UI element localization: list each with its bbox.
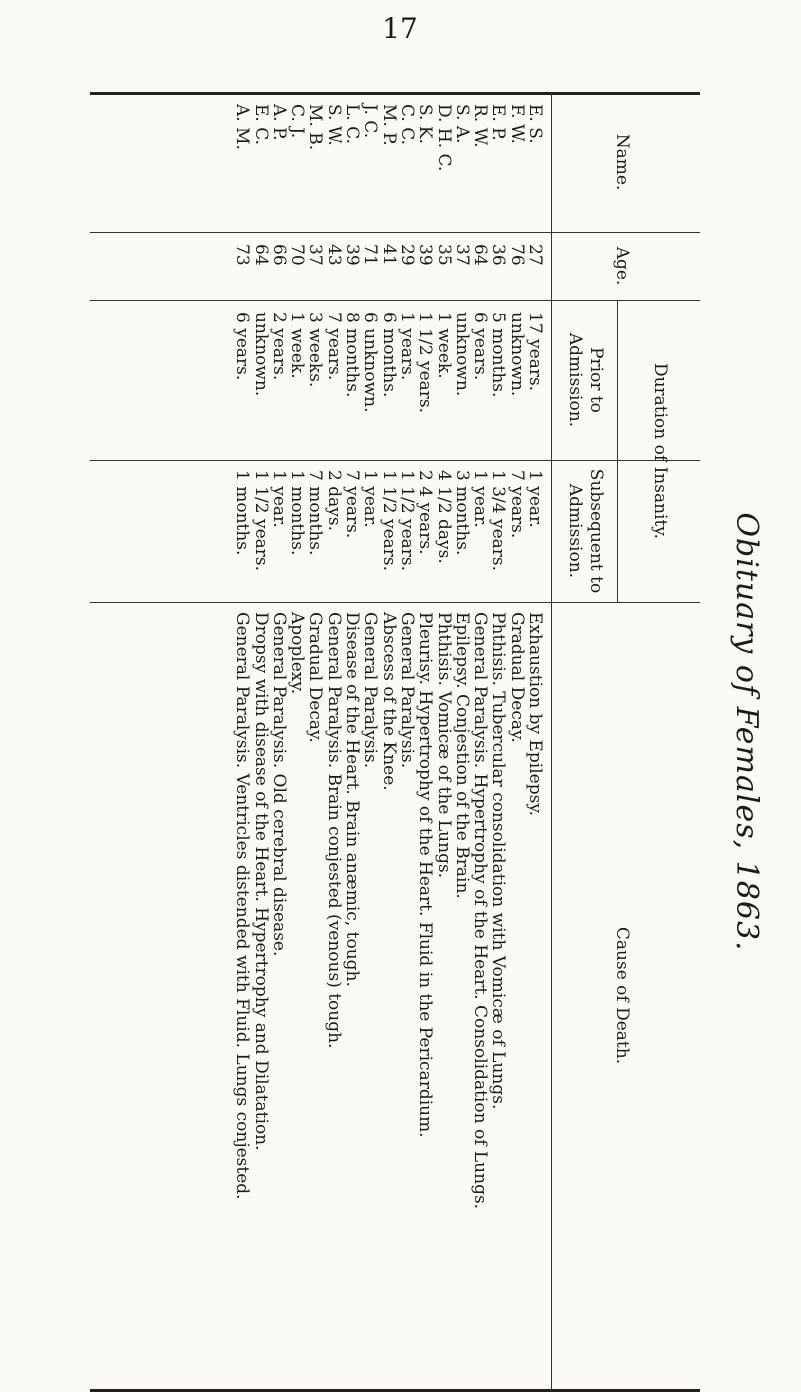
table-cell-prior: 17 years. [525, 312, 545, 392]
table-cell-name: J. C. [360, 104, 381, 139]
table-cell-name: A. M. [232, 104, 253, 150]
cause-column [233, 612, 544, 1209]
table-cell-cause: Abscess of the Knee. [378, 612, 399, 791]
table-cell-subsequent: 4 1/2 days. [433, 470, 454, 564]
page-title: Obituary of Females, 1863. [729, 512, 764, 952]
header-rule [551, 92, 552, 1389]
table-cell-age: 66 [268, 244, 289, 266]
header-age: Age. [612, 246, 632, 286]
table-cell-subsequent: 1 year. [360, 470, 381, 528]
table-cell-cause: Disease of the Heart. Brain anæmic, tough. [342, 612, 363, 987]
table-cell-cause: Dropsy with disease of the Heart. Hypertrophy and Dilatation. [250, 612, 271, 1151]
table-cell-name: S. K. [415, 104, 436, 144]
table-cell-name: S. W. [323, 104, 344, 146]
table-cell-subsequent: 1 year. [268, 470, 289, 528]
rotated-register-table [90, 92, 764, 1392]
table-cell-prior: 1 week. [433, 312, 454, 379]
table-cell-prior: unknown. [250, 312, 271, 397]
table-cell-subsequent: 3 months. [451, 470, 472, 556]
table-cell-age: 39 [415, 244, 436, 266]
table-cell-name: S. A. [451, 104, 472, 144]
table-cell-age: 37 [451, 244, 472, 266]
table-cell-subsequent: 1 year. [525, 470, 545, 528]
table-cell-age: 27 [525, 244, 545, 266]
name-column [233, 104, 544, 171]
table-cell-cause: General Paralysis. Old cerebral disease. [268, 612, 289, 957]
duration-header-rule [617, 300, 618, 602]
page-number: 17 [382, 12, 418, 45]
table-cell-cause: General Paralysis. Hypertrophy of the Heart. Consolidation of Lungs. [470, 612, 491, 1210]
table-cell-age: 39 [342, 244, 363, 266]
header-name: Name. [612, 133, 632, 191]
table-cell-cause: Gradual Decay. [305, 612, 326, 743]
prior-column [233, 312, 544, 413]
table-cell-cause: General Paralysis. [360, 612, 381, 769]
header-subsequent: Subsequent to Admission. [565, 468, 606, 594]
table-cell-subsequent: 7 years. [506, 470, 527, 539]
divider-name-age [90, 232, 700, 233]
table-cell-name: C. J. [287, 104, 308, 139]
table-cell-age: 76 [506, 244, 527, 266]
table-cell-prior: unknown. [506, 312, 527, 397]
table-cell-prior: 6 months. [378, 312, 399, 398]
table-cell-cause: General Paralysis. [396, 612, 417, 769]
divider-prior-subsequent [90, 460, 700, 461]
table-cell-cause: Phthisis. Vomicæ of the Lungs. [433, 612, 454, 879]
table-cell-cause: General Paralysis. Brain conjested (venous) tough. [323, 612, 344, 1049]
header-duration: Duration of Insanity. [650, 362, 670, 540]
divider-age-duration [90, 300, 700, 301]
table-cell-prior: 6 unknown. [360, 312, 381, 413]
table-cell-subsequent: 1 months. [232, 470, 253, 556]
table-cell-subsequent: 1 1/2 years. [396, 470, 417, 572]
table-cell-prior: 1 1/2 years. [415, 312, 436, 414]
table-cell-subsequent: 7 months. [305, 470, 326, 556]
table-cell-subsequent: 2 4 years. [415, 470, 436, 555]
subsequent-column [233, 470, 544, 571]
table-cell-subsequent: 1 year. [470, 470, 491, 528]
table-cell-prior: 6 years. [470, 312, 491, 381]
table-cell-age: 37 [305, 244, 326, 266]
table-cell-name: E. P. [488, 104, 509, 141]
table-cell-age: 36 [488, 244, 509, 266]
table-cell-age: 64 [250, 244, 271, 266]
age-column [233, 244, 544, 266]
table-cell-cause: Phthisis. Tubercular consolidation with Vomicæ of Lungs. [488, 612, 509, 1110]
table-cell-cause: Epilepsy. Conjestion of the Brain. [451, 612, 472, 899]
table-cell-prior: unknown. [451, 312, 472, 397]
table-cell-age: 41 [378, 244, 399, 266]
table-cell-prior: 6 years. [232, 312, 253, 381]
table-cell-prior: 7 years. [323, 312, 344, 381]
table-cell-cause: Pleurisy. Hypertrophy of the Heart. Fluid in the Pericardium. [415, 612, 436, 1138]
table-cell-subsequent: 1 months. [287, 470, 308, 556]
divider-duration-cause [90, 602, 700, 603]
table-border-left [90, 92, 700, 95]
table-cell-cause: Gradual Decay. [506, 612, 527, 743]
table-cell-prior: 5 months. [488, 312, 509, 398]
table-cell-subsequent: 1 1/2 years. [250, 470, 271, 572]
table-cell-name: E. C. [250, 104, 271, 146]
table-cell-name: C. C. [396, 104, 417, 146]
table-cell-cause: Exhaustion by Epilepsy. [525, 612, 545, 817]
table-cell-age: 29 [396, 244, 417, 266]
table-cell-name: F. W. [506, 104, 527, 144]
table-cell-prior: 3 weeks. [305, 312, 326, 388]
table-cell-subsequent: 2 days. [323, 470, 344, 531]
table-cell-age: 73 [232, 244, 253, 266]
table-cell-cause: Apoplexy. [287, 612, 308, 695]
table-cell-age: 71 [360, 244, 381, 266]
table-cell-name: E. S. [525, 104, 545, 144]
table-cell-prior: 1 years. [396, 312, 417, 381]
table-cell-age: 70 [287, 244, 308, 266]
table-cell-subsequent: 7 years. [342, 470, 363, 539]
table-cell-name: A. P. [268, 104, 289, 141]
table-cell-name: M. B. [305, 104, 326, 151]
table-cell-age: 35 [433, 244, 454, 266]
table-cell-prior: 8 months. [342, 312, 363, 398]
table-cell-name: R. W. [470, 104, 491, 148]
header-prior: Prior to Admission. [565, 332, 606, 428]
table-cell-cause: General Paralysis. Ventricles distended with Fluid. Lungs conjested. [232, 612, 253, 1200]
table-cell-age: 43 [323, 244, 344, 266]
table-cell-prior: 2 years. [268, 312, 289, 381]
table-cell-subsequent: 1 3/4 years. [488, 470, 509, 572]
table-cell-age: 64 [470, 244, 491, 266]
table-cell-name: M. P. [378, 104, 399, 146]
table-cell-name: L. C. [342, 104, 363, 144]
table-cell-prior: 1 week. [287, 312, 308, 379]
table-cell-name: D. H. C. [433, 104, 454, 172]
header-cause: Cause of Death. [612, 926, 632, 1065]
table-cell-subsequent: 1 1/2 years. [378, 470, 399, 572]
